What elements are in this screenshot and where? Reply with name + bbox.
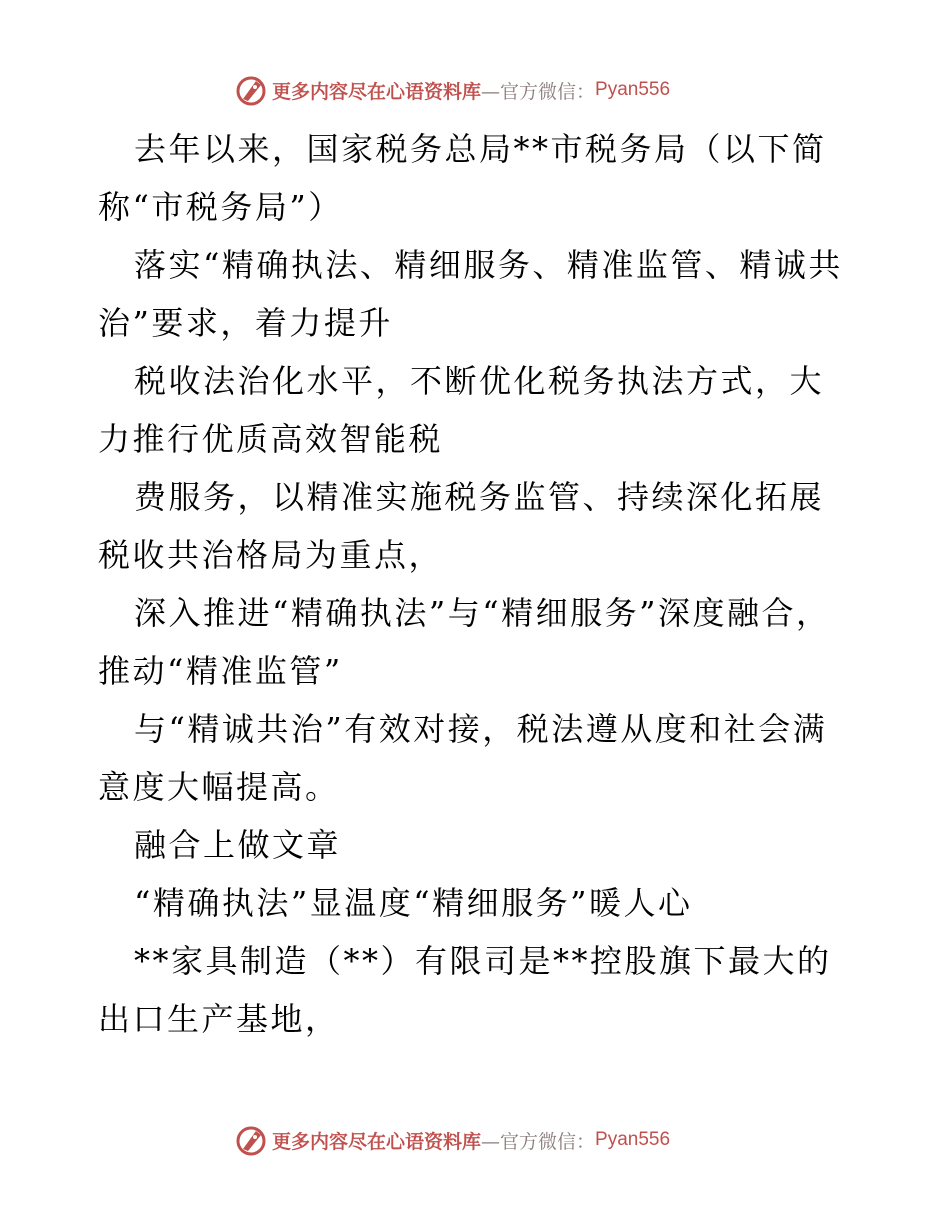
- footer-watermark: [234, 1122, 670, 1158]
- paragraph: 深入推进“精确执法”与“精细服务”深度融合，推动“精准监管”: [98, 594, 831, 690]
- paragraph: 落实“精确执法、精细服务、精准监管、精诚共治”要求，着力提升: [98, 246, 843, 342]
- header-watermark: [234, 72, 670, 108]
- subheading: “精确执法”显温度“精细服务”暖人心: [134, 884, 693, 922]
- watermark-text: 更多内容尽在心语资料库: [272, 80, 482, 103]
- watermark-text: 更多内容尽在心语资料库: [272, 1130, 482, 1153]
- pen-nib-circle-logo-icon: [234, 73, 268, 107]
- watermark-label: —官方微信：: [481, 80, 596, 103]
- watermark-wechat-id: Pyan556: [595, 79, 671, 100]
- watermark-label: —官方微信：: [481, 1130, 596, 1153]
- document-body: [98, 120, 858, 1048]
- pen-nib-circle-logo-icon: [234, 1123, 268, 1157]
- watermark-wechat-id: Pyan556: [595, 1129, 671, 1150]
- paragraph: 去年以来，国家税务总局**市税务局（以下简称“市税务局”）: [98, 130, 827, 226]
- section-heading: 融合上做文章: [134, 826, 342, 864]
- paragraph: 税收法治化水平，不断优化税务执法方式，大力推行优质高效智能税: [98, 362, 825, 458]
- paragraph: 费服务，以精准实施税务监管、持续深化拓展税收共治格局为重点，: [98, 478, 825, 574]
- paragraph: 与“精诚共治”有效对接，税法遵从度和社会满意度大幅提高。: [98, 710, 828, 806]
- paragraph: **家具制造（**）有限司是**控股旗下最大的出口生产基地，: [98, 942, 832, 1038]
